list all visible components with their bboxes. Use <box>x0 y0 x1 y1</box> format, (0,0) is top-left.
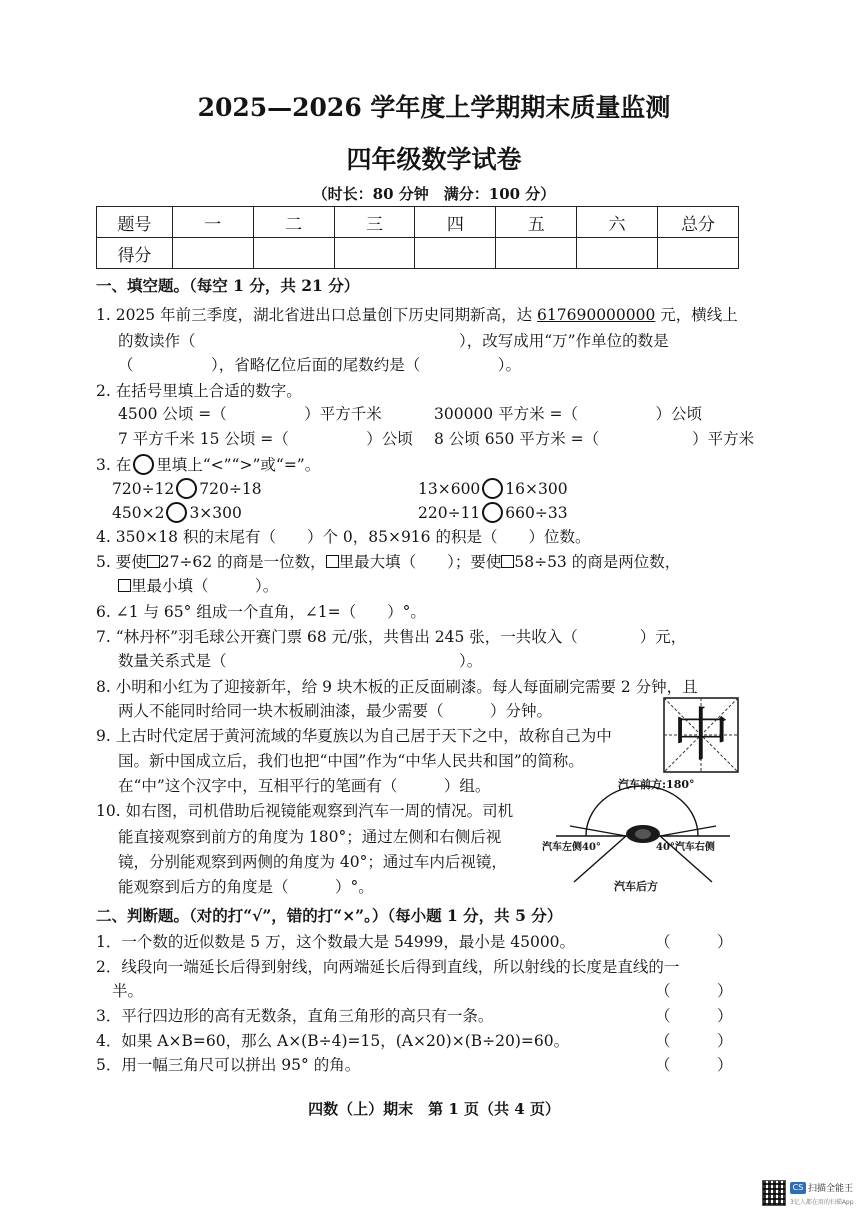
fig-label-right: 40°汽车右侧 <box>656 842 715 853</box>
section1-note: （每空 1 分，共 21 分） <box>189 276 360 295</box>
q3-expr: 220÷11 <box>418 504 481 522</box>
section1-heading: 一、填空题。 <box>96 276 190 295</box>
q7-line2: 数量关系式是（ ）。 <box>118 652 483 670</box>
judge-item-4: 4．如果 A×B=60，那么 A×(B÷4)=15，(A×20)×(B÷20)=60。 <box>96 1032 570 1050</box>
blank-square <box>326 555 339 568</box>
score-cell: 总分 <box>658 207 739 238</box>
q7-line1: 7. “林丹杯”羽毛球公开赛门票 68 元/张，共售出 245 张，一共收入（ ）元， <box>96 628 687 646</box>
zhong-char: 中 <box>671 701 730 769</box>
q3-a <box>112 478 262 499</box>
q2-b: 300000 平方米 =（ ）公顷 <box>434 405 703 423</box>
q5-text: 58÷53 的商是两位数， <box>514 553 681 571</box>
q3-text: 里填上“<”“>”或“=”。 <box>156 456 321 474</box>
q3-expr: 720÷12 <box>112 480 175 498</box>
q1-line2: 的数读作（ ），改写成用“万”作单位的数是 <box>118 332 669 350</box>
score-table-score-row <box>97 238 739 269</box>
q9-line3: 在“中”这个汉字中，互相平行的笔画有（ ）组。 <box>118 777 491 795</box>
q3-expr: 660÷33 <box>505 504 568 522</box>
q6-line: 6. ∠1 与 65° 组成一个直角，∠1=（ ）°。 <box>96 603 426 621</box>
compare-circle[interactable] <box>166 502 187 523</box>
answer-paren[interactable]: （ ） <box>655 933 733 951</box>
q2-c: 7 平方千米 15 公顷 =（ ）公顷 <box>118 430 413 448</box>
fig-label-left: 汽车左侧40° <box>542 842 601 853</box>
judge-item-3: 3．平行四边形的高有无数条，直角三角形的高只有一条。 <box>96 1007 494 1025</box>
score-input-cell[interactable] <box>415 238 496 269</box>
score-cell: 二 <box>253 207 334 238</box>
q3-d <box>418 502 568 523</box>
q1-line1 <box>96 305 738 325</box>
section2-heading-line <box>96 906 562 926</box>
q2-a: 4500 公顷 =（ ）平方千米 <box>118 405 382 423</box>
q5-text: 里最小填（ ）。 <box>131 577 279 595</box>
score-cell: 五 <box>496 207 577 238</box>
fig-label-back: 汽车后方 <box>614 880 658 893</box>
score-table <box>96 206 739 269</box>
q3-line1 <box>96 454 320 475</box>
section2-heading: 二、判断题。 <box>96 906 190 925</box>
q3-expr: 13×600 <box>418 480 481 498</box>
blank-square <box>118 579 131 592</box>
q1-text: 元，横线上 <box>655 306 738 324</box>
q10-line1: 10. 如右图，司机借助后视镜能观察到汽车一周的情况。司机 <box>96 802 514 820</box>
q5-line2 <box>118 576 278 596</box>
score-table-header-row <box>97 207 739 238</box>
q3-expr: 16×300 <box>505 480 568 498</box>
q1-number: 617690000000 <box>537 306 656 324</box>
q3-expr: 3×300 <box>189 504 242 522</box>
score-cell: 四 <box>415 207 496 238</box>
score-input-cell[interactable] <box>172 238 253 269</box>
score-cell: 六 <box>577 207 658 238</box>
compare-circle[interactable] <box>176 478 197 499</box>
answer-paren[interactable]: （ ） <box>655 1056 733 1074</box>
q5-line1 <box>96 552 680 572</box>
page-footer: 四数（上）期末 第 1 页（共 4 页） <box>308 1100 560 1118</box>
car-view-figure <box>542 776 738 894</box>
exam-meta: （时长：80 分钟 满分：100 分） <box>312 185 556 203</box>
q2-line1: 2. 在括号里填上合适的数字。 <box>96 382 302 400</box>
q4-line: 4. 350×18 积的末尾有（ ）个 0，85×916 的积是（ ）位数。 <box>96 528 591 546</box>
compare-circle <box>133 454 154 475</box>
exam-title: 2025—2026 学年度上学期期末质量监测 <box>197 93 671 122</box>
score-input-cell[interactable] <box>253 238 334 269</box>
judge-item-1: 1．一个数的近似数是 5 万，这个数最大是 54999，最小是 45000。 <box>96 933 576 951</box>
q10-line2: 能直接观察到前方的角度为 180°；通过左侧和右侧后视 <box>118 828 502 846</box>
score-cell: 得分 <box>97 238 173 269</box>
score-cell: 三 <box>334 207 415 238</box>
score-input-cell[interactable] <box>577 238 658 269</box>
q10-line4: 能观察到后方的角度是（ ）°。 <box>118 878 374 896</box>
q8-line1: 8. 小明和小红为了迎接新年，给 9 块木板的正反面刷漆。每人每面刷完需要 2 分钟，且 <box>96 678 698 696</box>
judge-item-2-cont: 半。 <box>112 982 144 1000</box>
q9-line2: 国。新中国成立后，我们也把“中国”作为“中华人民共和国”的简称。 <box>118 752 584 770</box>
q1-text: 1. 2025 年前三季度，湖北省进出口总量创下历史同期新高，达 <box>96 306 538 324</box>
answer-paren[interactable]: （ ） <box>655 982 733 1000</box>
score-cell: 题号 <box>97 207 173 238</box>
car-view-svg <box>548 776 738 894</box>
camscanner-logo-icon: CS <box>790 1182 806 1194</box>
qr-code-icon <box>762 1180 786 1206</box>
compare-circle[interactable] <box>482 478 503 499</box>
scanner-watermark <box>762 1180 854 1212</box>
q1-line3: （ ），省略亿位后面的尾数约是（ ）。 <box>118 356 522 374</box>
score-cell: 一 <box>172 207 253 238</box>
blank-square <box>147 555 160 568</box>
score-input-cell[interactable] <box>658 238 739 269</box>
exam-subtitle: 四年级数学试卷 <box>346 145 522 174</box>
section2-note: （对的打“√”，错的打“×”。）（每小题 1 分，共 5 分） <box>189 906 563 925</box>
q3-expr: 720÷18 <box>199 480 262 498</box>
score-input-cell[interactable] <box>334 238 415 269</box>
q5-text: 5. 要使 <box>96 553 147 571</box>
answer-paren[interactable]: （ ） <box>655 1032 733 1050</box>
q5-text: 27÷62 的商是一位数， <box>159 553 326 571</box>
fig-label-front: 汽车前方:180° <box>618 778 695 791</box>
judge-item-2: 2．线段向一端延长后得到射线，向两端延长后得到直线，所以射线的长度是直线的一 <box>96 958 680 976</box>
scanner-tagline: 3亿人都在用的扫描App <box>790 1199 854 1206</box>
blank-square <box>501 555 514 568</box>
q3-expr: 450×2 <box>112 504 165 522</box>
q3-c <box>112 502 242 523</box>
answer-paren[interactable]: （ ） <box>655 1007 733 1025</box>
judge-item-5: 5．用一幅三角尺可以拼出 95° 的角。 <box>96 1056 361 1074</box>
score-input-cell[interactable] <box>496 238 577 269</box>
zhong-char-figure <box>663 697 739 773</box>
compare-circle[interactable] <box>482 502 503 523</box>
q5-text: 里最大填（ ）；要使 <box>338 553 502 571</box>
section1-heading-line <box>96 276 359 296</box>
q10-line3: 镜，分别能观察到两侧的角度为 40°；通过车内后视镜， <box>118 853 507 871</box>
q9-line1: 9. 上古时代定居于黄河流域的华夏族以为自己居于天下之中，故称自己为中 <box>96 727 612 745</box>
scanner-app-name: 扫描全能王 <box>808 1184 854 1194</box>
q3-b <box>418 478 568 499</box>
q8-line2: 两人不能同时给同一块木板刷油漆，最少需要（ ）分钟。 <box>118 702 553 720</box>
q3-text: 3. 在 <box>96 456 132 474</box>
q2-d: 8 公顷 650 平方米 =（ ）平方米 <box>434 430 755 448</box>
